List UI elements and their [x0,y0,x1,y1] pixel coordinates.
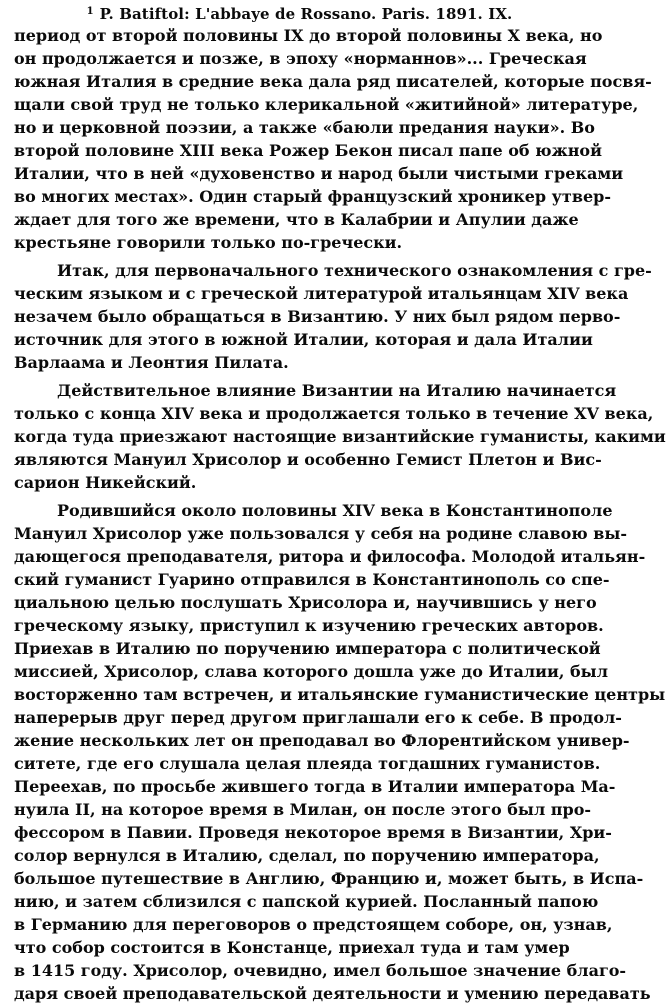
text-line: Варлаама и Леонтия Пилата. [14,353,289,372]
text-line: ждает для того же времени, что в Калабрии и Апулии даже [14,210,579,229]
text-line: дающегося преподавателя, ритора и философа. Молодой итальян- [14,547,646,566]
text-line: солор вернулся в Италию, сделал, по поручению императора, [14,846,600,865]
text-line: Родившийся около половины XIV века в Константинополе [57,501,613,520]
text-line: в Германию для переговоров о предстоящем соборе, он, узнав, [14,915,613,934]
text-line: ситете, где его слушала целая плеяда тогдашних гуманистов. [14,754,601,773]
text-line: в 1415 году. Хрисолор, очевидно, имел большое значение благо- [14,961,627,980]
text-line: второй половине XIII века Рожер Бекон писал папе об южной [14,141,602,160]
text-line: ческим языком и с греческой литературой итальянцам XIV века [14,284,629,303]
text-line: восторженно там встречен, и итальянские гуманистические центры [14,685,666,704]
paragraph [14,379,666,494]
text-line: Мануил Хрисолор уже пользовался у себя на родине славою вы- [14,524,628,543]
text-line: он продолжается и позже, в эпоху «норманнов»... Греческая [14,49,587,68]
footnote-text: P. Batiftol: L'abbaye de Rossano. Paris. 1891. IX. [99,5,513,23]
text-line: во многих местах». Один старый французский хроникер утвер- [14,187,611,206]
text-line: Переехав, по просьбе жившего тогда в Италии императора Ма- [14,777,616,796]
text-line: Действительное влияние Византии на Италию начинается [57,381,617,400]
text-line: только с конца XIV века и продолжается только в течение XV века, [14,404,654,423]
text-line: фессором в Павии. Проведя некоторое время в Византии, Хри- [14,823,612,842]
paragraph [14,259,652,374]
paragraph [14,499,666,1005]
text-line: незачем было обращаться в Византию. У них был рядом перво- [14,307,621,326]
text-line: жение нескольких лет он преподавал во Флорентийском универ- [14,731,630,750]
text-line: являются Мануил Хрисолор и особенно Гемист Плетон и Вис- [14,450,602,469]
paragraph [14,24,652,254]
text-line: наперерыв друг перед другом приглашали его к себе. В продол- [14,708,622,727]
text-line: даря своей преподавательской деятельности и умению передавать [14,984,651,1003]
text-line: щали свой труд не только клерикальной «житийной» литературе, [14,95,639,114]
footnote [34,2,565,24]
text-line: период от второй половины IX до второй половины X века, но [14,26,603,45]
text-line: циальною целью послушать Хрисолора и, научившись у него [14,593,597,612]
text-line: большое путешествие в Англию, Францию и, может быть, в Испа- [14,869,644,888]
text-line: источник для этого в южной Италии, которая и дала Италии [14,330,593,349]
text-line: южная Италия в средние века дала ряд писателей, которые посвя- [14,72,652,91]
text-line: нию, и затем сблизился с папской курией. Посланный папою [14,892,599,911]
text-line: сарион Никейский. [14,473,197,492]
text-line: что собор состоится в Констанце, приехал туда и там умер [14,938,570,957]
text-line: когда туда приезжают настоящие византийские гуманисты, какими [14,427,666,446]
footnote-marker: 1 [86,6,94,17]
text-line: нуила II, на которое время в Милан, он после этого был про- [14,800,592,819]
text-line: но и церковной поэзии, а также «баюли предания науки». Во [14,118,595,137]
body-text [14,24,666,1005]
text-line: Италии, что в ней «духовенство и народ были чистыми греками [14,164,624,183]
text-line: греческому языку, приступил к изучению греческих авторов. [14,616,604,635]
text-line: ский гуманист Гуарино отправился в Константинополь со спе- [14,570,610,589]
text-line: крестьяне говорили только по-гречески. [14,233,403,252]
text-line: Приехав в Италию по поручению императора с политической [14,639,601,658]
text-line: миссией, Хрисолор, слава которого дошла уже до Италии, был [14,662,608,681]
text-line: Итак, для первоначального технического ознакомления с гре- [57,261,652,280]
